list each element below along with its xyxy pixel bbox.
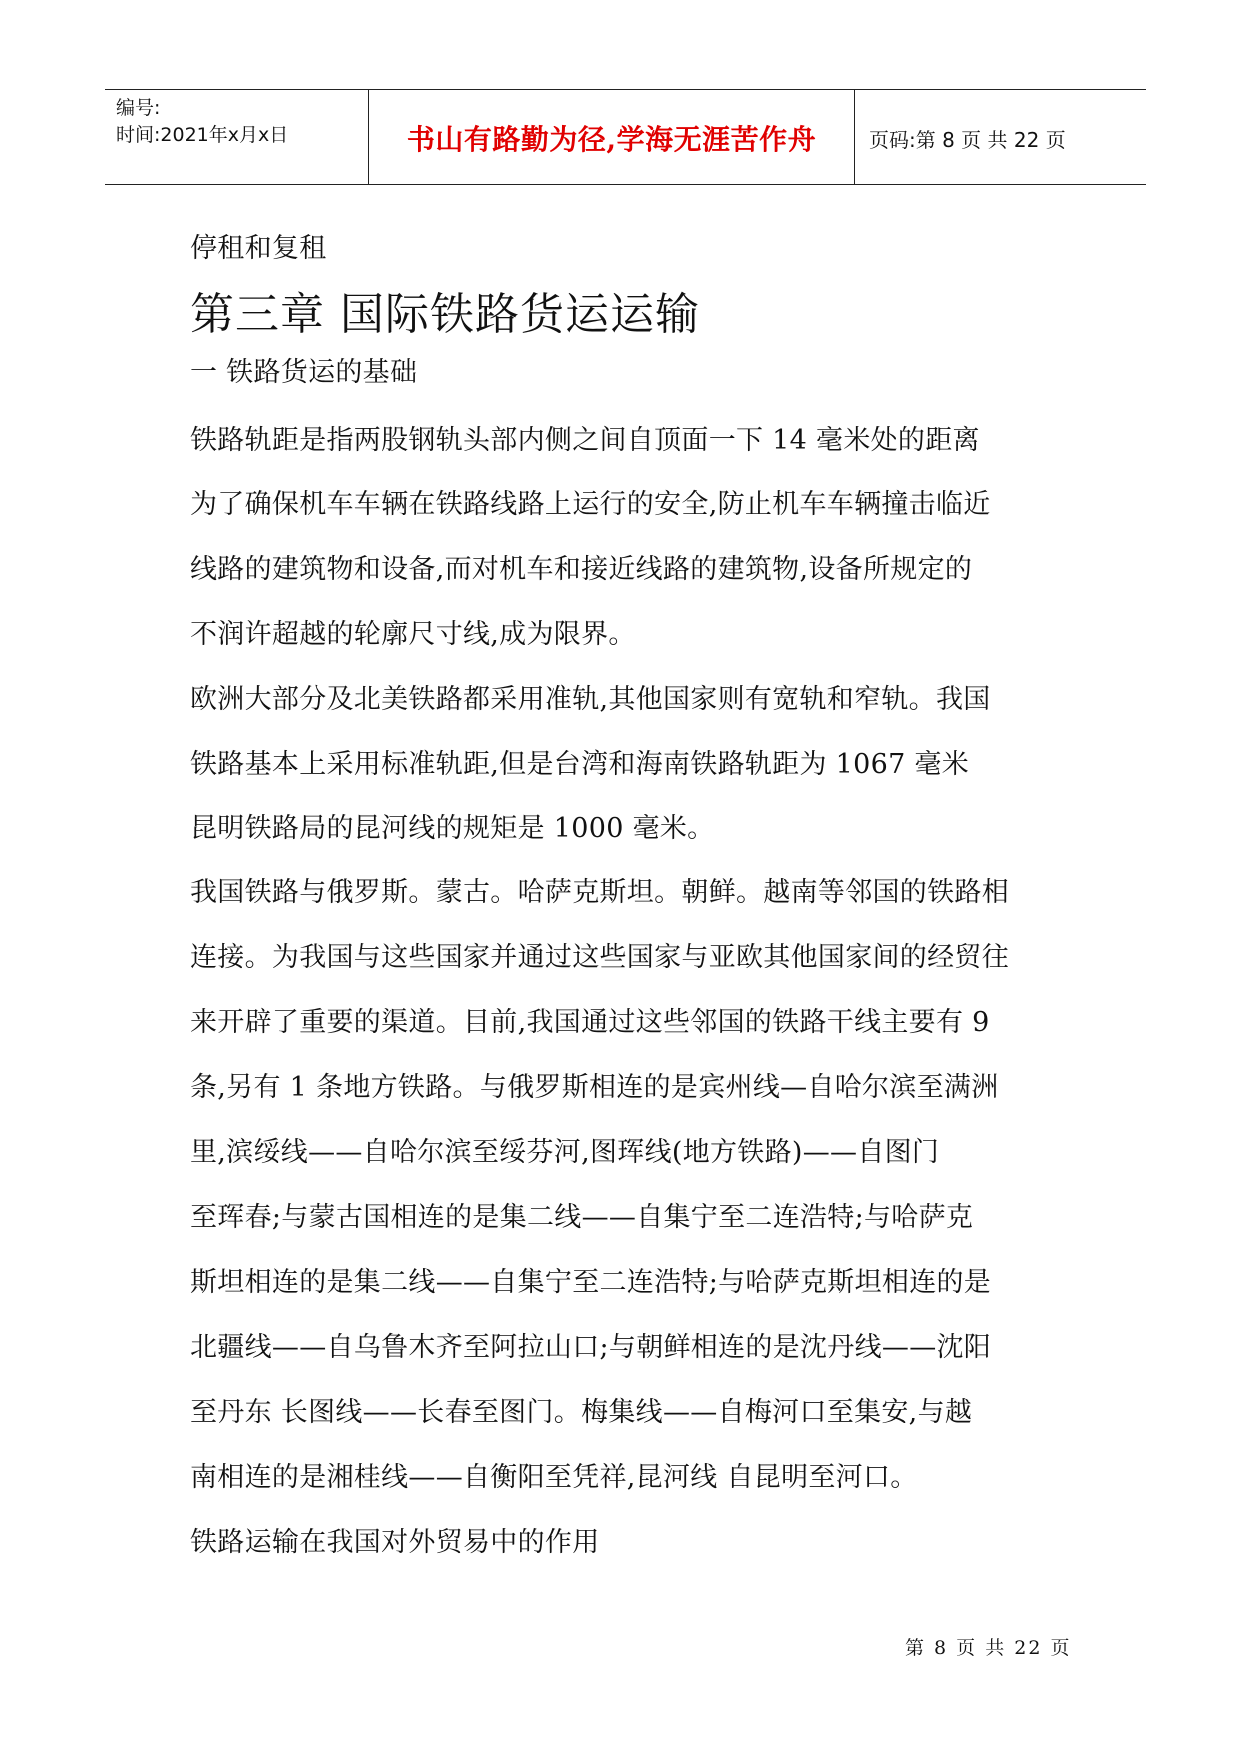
header-page-info: 页码:第 8 页 共 22 页 — [869, 128, 1066, 152]
section-heading: 一 铁路货运的基础 — [190, 357, 418, 388]
header-right-cell — [856, 90, 1146, 184]
paragraph-line: 我国铁路与俄罗斯。蒙古。哈萨克斯坦。朝鲜。越南等邻国的铁路相 — [190, 877, 1009, 908]
paragraph-line: 铁路基本上采用标准轨距,但是台湾和海南铁路轨距为 1067 毫米 — [190, 749, 970, 780]
number-label: 编号: — [116, 97, 161, 119]
paragraph-line: 至丹东 长图线——长春至图门。梅集线——自梅河口至集安,与越 — [190, 1397, 973, 1428]
header-motto: 书山有路勤为径,学海无涯苦作舟 — [406, 123, 817, 156]
paragraph-line: 斯坦相连的是集二线——自集宁至二连浩特;与哈萨克斯坦相连的是 — [190, 1267, 992, 1298]
paragraph-line: 昆明铁路局的昆河线的规矩是 1000 毫米。 — [190, 813, 715, 844]
chapter-title: 第三章 国际铁路货运运输 — [190, 289, 700, 340]
paragraph-line: 不润许超越的轮廓尺寸线,成为限界。 — [190, 619, 636, 650]
header-left-cell — [105, 90, 369, 184]
page-header — [105, 89, 1146, 185]
time-label: 时间:2021年x月x日 — [116, 124, 289, 146]
paragraph-line: 北疆线——自乌鲁木齐至阿拉山口;与朝鲜相连的是沈丹线——沈阳 — [190, 1332, 992, 1363]
page-footer: 第 8 页 共 22 页 — [905, 1637, 1072, 1659]
header-middle-cell — [369, 90, 855, 184]
paragraph-line: 来开辟了重要的渠道。目前,我国通过这些邻国的铁路干线主要有 9 — [190, 1007, 990, 1038]
paragraph-line: 铁路轨距是指两股钢轨头部内侧之间自顶面一下 14 毫米处的距离 — [190, 425, 980, 456]
paragraph-line: 欧洲大部分及北美铁路都采用准轨,其他国家则有宽轨和窄轨。我国 — [190, 684, 991, 715]
text-line: 停租和复租 — [190, 233, 327, 264]
paragraph-line: 为了确保机车车辆在铁路线路上运行的安全,防止机车车辆撞击临近 — [190, 489, 991, 520]
paragraph-line: 线路的建筑物和设备,而对机车和接近线路的建筑物,设备所规定的 — [190, 554, 973, 585]
paragraph-line: 连接。为我国与这些国家并通过这些国家与亚欧其他国家间的经贸往 — [190, 942, 1009, 973]
paragraph-line: 里,滨绥线——自哈尔滨至绥芬河,图珲线(地方铁路)——自图门 — [190, 1137, 940, 1168]
paragraph-line: 南相连的是湘桂线——自衡阳至凭祥,昆河线 自昆明至河口。 — [190, 1462, 918, 1493]
paragraph-line: 至珲春;与蒙古国相连的是集二线——自集宁至二连浩特;与哈萨克 — [190, 1202, 974, 1233]
paragraph-line: 铁路运输在我国对外贸易中的作用 — [190, 1527, 600, 1558]
paragraph-line: 条,另有 1 条地方铁路。与俄罗斯相连的是宾州线—自哈尔滨至满洲 — [190, 1072, 999, 1103]
